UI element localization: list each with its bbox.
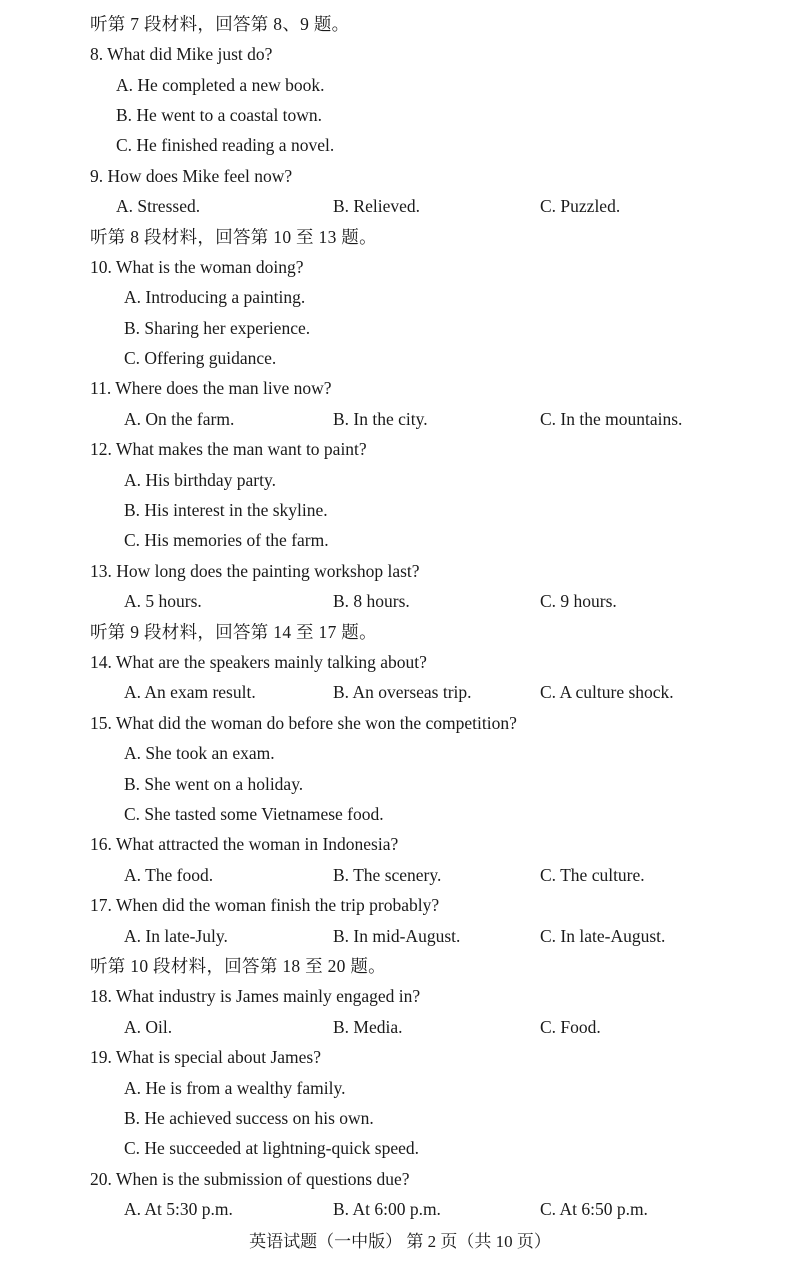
section-heading (0, 951, 800, 981)
option-a: A. The food. (124, 865, 214, 885)
option-a: A. 5 hours. (124, 591, 202, 611)
question-stem: 10. What is the woman doing? (90, 257, 304, 277)
option-row (0, 586, 800, 616)
option-row (0, 313, 800, 343)
question-stem: 15. What did the woman do before she won the competition? (90, 713, 517, 733)
section-10-instruction: 听第 10 段材料，回答第 18 至 20 题。 (90, 956, 386, 976)
option-c: C. Puzzled. (540, 196, 621, 216)
option-row (0, 738, 800, 768)
option-b: B. She went on a holiday. (124, 774, 304, 794)
question-stem: 9. How does Mike feel now? (90, 166, 293, 186)
option-a: A. Stressed. (116, 196, 201, 216)
option-row (0, 343, 800, 373)
option-c: C. He finished reading a novel. (116, 135, 335, 155)
option-a: A. An exam result. (124, 682, 256, 702)
option-a: A. He completed a new book. (116, 75, 325, 95)
option-c: C. 9 hours. (540, 591, 617, 611)
option-c: C. A culture shock. (540, 682, 674, 702)
option-row (0, 1133, 800, 1163)
option-b: B. He achieved success on his own. (124, 1108, 374, 1128)
section-8-instruction: 听第 8 段材料，回答第 10 至 13 题。 (90, 227, 377, 247)
question-9 (0, 161, 800, 191)
question-19 (0, 1042, 800, 1072)
option-row (0, 1012, 800, 1042)
section-heading (0, 222, 800, 252)
option-b: B. At 6:00 p.m. (333, 1199, 441, 1219)
question-13 (0, 556, 800, 586)
option-c: C. He succeeded at lightning-quick speed. (124, 1138, 419, 1158)
question-10 (0, 252, 800, 282)
option-row (0, 525, 800, 555)
option-row (0, 70, 800, 100)
option-b: B. Sharing her experience. (124, 318, 311, 338)
question-stem: 13. How long does the painting workshop last? (90, 561, 420, 581)
option-a: A. Introducing a painting. (124, 287, 306, 307)
option-row (0, 282, 800, 312)
section-7-instruction: 听第 7 段材料，回答第 8、9 题。 (90, 14, 350, 34)
option-a: A. She took an exam. (124, 743, 275, 763)
option-row (0, 1073, 800, 1103)
question-stem: 16. What attracted the woman in Indonesia? (90, 834, 399, 854)
question-stem: 12. What makes the man want to paint? (90, 439, 367, 459)
option-c: C. She tasted some Vietnamese food. (124, 804, 384, 824)
option-row (0, 495, 800, 525)
option-a: A. On the farm. (124, 409, 235, 429)
question-stem: 19. What is special about James? (90, 1047, 322, 1067)
option-row (0, 100, 800, 130)
question-11 (0, 373, 800, 403)
option-c: C. The culture. (540, 865, 645, 885)
option-b: B. Media. (333, 1017, 403, 1037)
option-b: B. He went to a coastal town. (116, 105, 323, 125)
option-row (0, 921, 800, 951)
option-row (0, 1103, 800, 1133)
question-12 (0, 434, 800, 464)
option-b: B. His interest in the skyline. (124, 500, 328, 520)
option-row (0, 769, 800, 799)
option-row (0, 799, 800, 829)
question-stem: 11. Where does the man live now? (90, 378, 332, 398)
option-b: B. In the city. (333, 409, 428, 429)
option-row (0, 130, 800, 160)
question-15 (0, 708, 800, 738)
question-17 (0, 890, 800, 920)
option-row (0, 465, 800, 495)
option-row (0, 1194, 800, 1224)
question-stem: 18. What industry is James mainly engaged in? (90, 986, 421, 1006)
option-c: C. Food. (540, 1017, 601, 1037)
option-c: C. His memories of the farm. (124, 530, 329, 550)
question-20 (0, 1164, 800, 1194)
option-a: A. He is from a wealthy family. (124, 1078, 346, 1098)
option-b: B. An overseas trip. (333, 682, 472, 702)
section-heading (0, 617, 800, 647)
option-row (0, 404, 800, 434)
option-row (0, 677, 800, 707)
question-stem: 20. When is the submission of questions due? (90, 1169, 410, 1189)
option-c: C. In the mountains. (540, 409, 683, 429)
option-b: B. 8 hours. (333, 591, 410, 611)
option-b: B. Relieved. (333, 196, 420, 216)
page-footer: 英语试题（一中版） 第 2 页（共 10 页） (249, 1232, 551, 1251)
option-c: C. In late-August. (540, 926, 666, 946)
option-b: B. In mid-August. (333, 926, 461, 946)
question-14 (0, 647, 800, 677)
option-c: C. At 6:50 p.m. (540, 1199, 648, 1219)
section-heading (0, 9, 800, 39)
question-18 (0, 981, 800, 1011)
question-16 (0, 829, 800, 859)
option-a: A. In late-July. (124, 926, 228, 946)
section-9-instruction: 听第 9 段材料，回答第 14 至 17 题。 (90, 622, 377, 642)
question-8 (0, 39, 800, 69)
option-row (0, 860, 800, 890)
option-a: A. Oil. (124, 1017, 173, 1037)
option-row (0, 191, 800, 221)
option-a: A. His birthday party. (124, 470, 276, 490)
question-stem: 17. When did the woman finish the trip probably? (90, 895, 440, 915)
question-stem: 8. What did Mike just do? (90, 44, 273, 64)
option-a: A. At 5:30 p.m. (124, 1199, 233, 1219)
question-stem: 14. What are the speakers mainly talking about? (90, 652, 427, 672)
option-c: C. Offering guidance. (124, 348, 277, 368)
option-b: B. The scenery. (333, 865, 442, 885)
